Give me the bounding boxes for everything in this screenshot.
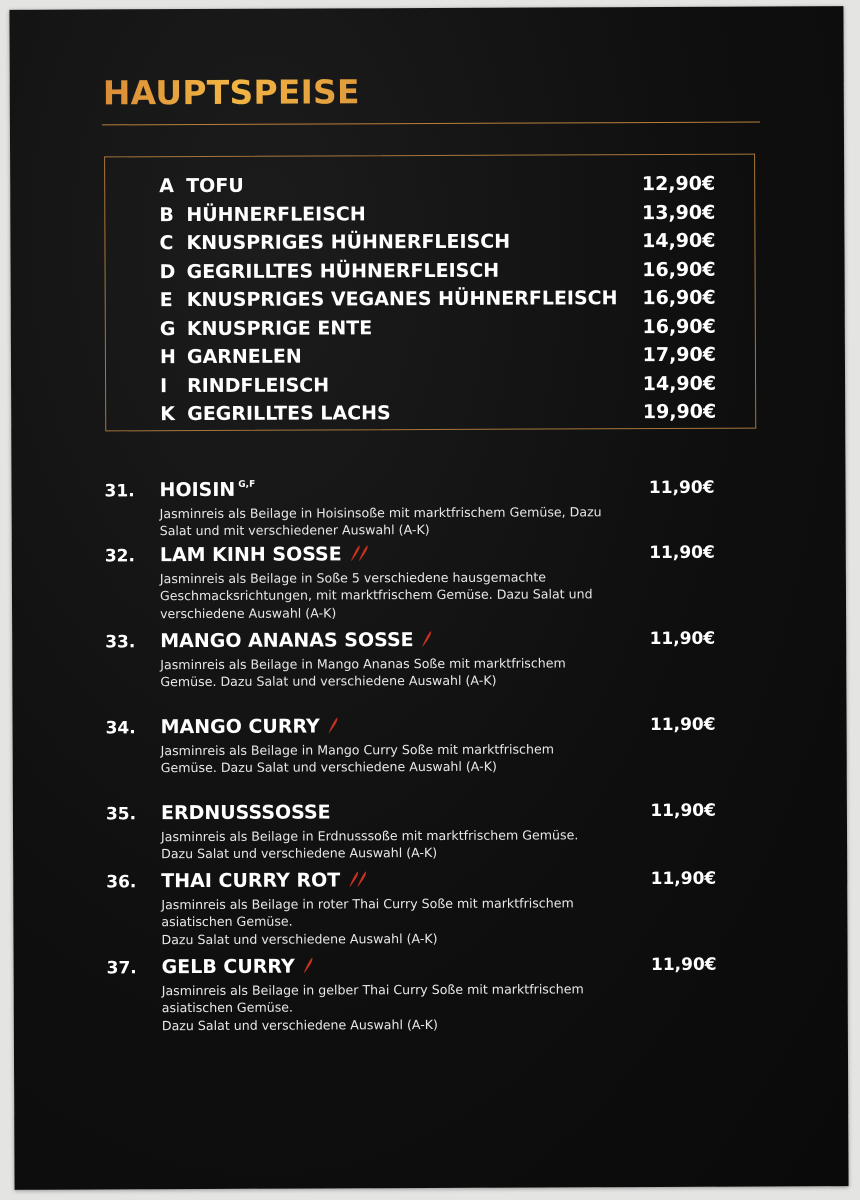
dish-description: Jasminreis als Beilage in roter Thai Curry Soße mit marktfrischem asiatischen Gemüse. Dazu Salat und verschiedene Auswahl (A-K)	[161, 895, 574, 947]
variant-row	[159, 230, 715, 258]
spice-indicator	[348, 870, 364, 893]
variant-letter: E	[159, 289, 173, 312]
dish-description: Jasminreis als Beilage in Soße 5 verschiedene hausgemachte Geschmacksrichtungen, mit marktfrischem Gemüse. Dazu Salat und verschiedene Auswahl (A-K)	[159, 569, 593, 621]
dish-item	[105, 800, 716, 862]
dish-name-text: LAM KINH SOSSE	[159, 543, 342, 567]
dish-price: 11,90€	[650, 954, 717, 976]
variant-name: GARNELEN	[186, 345, 302, 369]
dish-description: Jasminreis als Beilage in Mango Curry Soße mit marktfrischem Gemüse. Dazu Salat und verschiedene Auswahl (A-K)	[160, 741, 554, 776]
dish-name-text: ERDNUSSSOSSE	[160, 801, 331, 825]
dish-number: 35.	[105, 804, 137, 825]
spice-indicator	[350, 544, 366, 567]
dish-number: 31.	[104, 481, 135, 502]
dish-name	[160, 543, 366, 568]
dish-description: Jasminreis als Beilage in Mango Ananas Soße mit marktfrischem Gemüse. Dazu Salat und verschiedene Auswahl (A-K)	[160, 655, 566, 690]
variant-name: GEGRILLTES HÜHNERFLEISCH	[186, 259, 500, 283]
variant-row	[160, 372, 716, 400]
dish-price: 11,90€	[650, 800, 716, 822]
variant-row	[159, 173, 715, 201]
dish-price: 11,90€	[649, 542, 715, 564]
dish-name	[160, 629, 430, 654]
variant-name: KNUSPRIGES VEGANES HÜHNERFLEISCH	[186, 287, 618, 312]
variant-name: KNUSPRIGE ENTE	[186, 316, 373, 340]
variant-row	[160, 315, 716, 343]
variant-letter: I	[160, 374, 168, 397]
dish-name	[162, 956, 311, 981]
dish-description: Jasminreis als Beilage in Hoisinsoße mit marktfrischem Gemüse, Dazu Salat und mit verschiedener Auswahl (A-K)	[159, 504, 602, 539]
dish-number: 37.	[106, 958, 137, 979]
dish-price: 11,90€	[649, 628, 716, 650]
variant-letter: B	[159, 203, 174, 226]
chili-icon	[303, 957, 314, 975]
dish-name	[161, 715, 336, 740]
dish-item	[105, 628, 716, 690]
dish-price: 11,90€	[648, 477, 715, 499]
dish-name	[161, 869, 364, 894]
chili-icon	[422, 630, 433, 648]
variant-price: 17,90€	[642, 343, 716, 367]
variant-row	[160, 344, 716, 372]
variant-letter: K	[160, 403, 175, 426]
dish-description: Jasminreis als Beilage in gelber Thai Curry Soße mit marktfrischem asiatischen Gemüse. Dazu Salat und verschiedene Auswahl (A-K)	[161, 981, 584, 1033]
variants-box	[104, 154, 756, 432]
dish-name	[159, 479, 255, 501]
variant-letter: D	[159, 260, 176, 283]
dish-name-text: MANGO ANANAS SOSSE	[160, 629, 414, 653]
dish-item	[104, 477, 715, 539]
variant-row	[160, 287, 716, 315]
variant-name: RINDFLEISCH	[187, 373, 330, 397]
dish-name	[161, 801, 331, 824]
dish-price: 11,90€	[649, 714, 716, 736]
variant-name: KNUSPRIGES HÜHNERFLEISCH	[186, 230, 511, 255]
chili-icon	[328, 716, 339, 734]
dish-description: Jasminreis als Beilage in Erdnusssoße mit marktfrischem Gemüse. Dazu Salat und verschiedene Auswahl (A-K)	[161, 827, 579, 862]
chili-icon	[356, 870, 367, 888]
variant-price: 13,90€	[641, 201, 716, 224]
dish-name-text: THAI CURRY ROT	[161, 869, 341, 893]
chili-icon	[358, 544, 369, 562]
allergen-codes: G,F	[238, 479, 256, 490]
variant-letter: H	[159, 346, 176, 369]
title-divider	[102, 122, 760, 126]
variant-letter: A	[159, 175, 174, 198]
dish-name-text: GELB CURRY	[161, 955, 295, 979]
spice-indicator	[422, 630, 430, 653]
variant-price: 14,90€	[642, 229, 716, 253]
menu-title: HAUPTSPEISE	[102, 72, 360, 113]
variant-row	[160, 258, 716, 286]
dish-name-text: MANGO CURRY	[160, 715, 320, 739]
variant-letter: C	[159, 232, 174, 255]
dish-item	[105, 714, 716, 776]
dish-item	[106, 954, 717, 1033]
variant-price: 16,90€	[642, 315, 716, 338]
variant-price: 16,90€	[642, 286, 716, 310]
variant-price: 16,90€	[642, 258, 716, 281]
variant-name: TOFU	[186, 174, 244, 198]
dish-item	[106, 868, 717, 947]
spice-indicator	[303, 957, 311, 980]
dish-number: 32.	[104, 546, 135, 567]
variant-name: HÜHNERFLEISCH	[186, 202, 366, 226]
variant-row	[159, 201, 715, 229]
variant-letter: G	[159, 317, 176, 340]
variant-price: 12,90€	[641, 172, 716, 196]
variant-name: GEGRILLTES LACHS	[187, 402, 391, 426]
dish-name-text: HOISIN	[159, 478, 236, 502]
variant-price: 14,90€	[642, 372, 717, 395]
dish-item	[104, 542, 715, 621]
spice-indicator	[328, 716, 336, 739]
dish-number: 36.	[106, 872, 137, 893]
dish-number: 34.	[105, 718, 136, 739]
menu-card	[9, 6, 848, 1190]
variant-price: 19,90€	[642, 400, 717, 424]
dish-number: 33.	[105, 632, 136, 653]
dish-price: 11,90€	[650, 868, 717, 890]
variant-row	[160, 401, 716, 429]
